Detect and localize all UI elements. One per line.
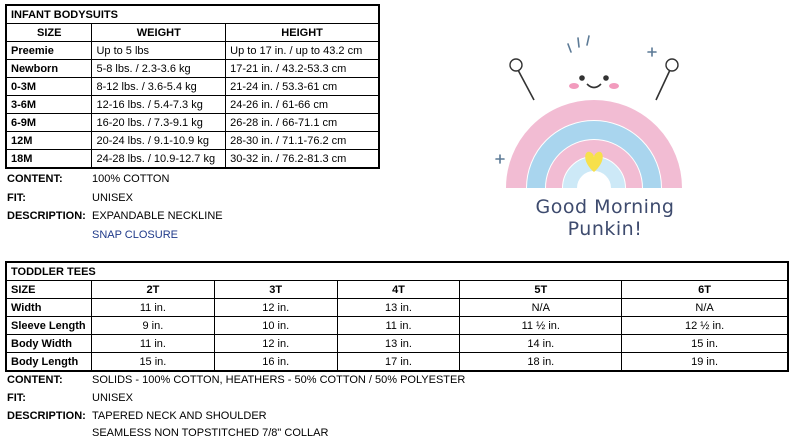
value-cell: 17 in. [337, 353, 460, 372]
weight-cell: 5-8 lbs. / 2.3-3.6 kg [92, 60, 226, 78]
value-cell: 11 in. [92, 335, 215, 353]
height-cell: 24-26 in. / 61-66 cm [226, 96, 379, 114]
toddler-size-table [5, 261, 789, 372]
weight-cell: 16-20 lbs. / 7.3-9.1 kg [92, 114, 226, 132]
toddler-header-5t: 5T [460, 281, 622, 299]
table-row [6, 96, 379, 114]
spec-label: FIT: [7, 192, 26, 204]
height-cell: 30-32 in. / 76.2-81.3 cm [226, 150, 379, 169]
size-cell: Newborn [6, 60, 92, 78]
spec-value: 100% COTTON [92, 173, 170, 185]
spec-label: FIT: [7, 392, 26, 404]
value-cell: 12 in. [214, 299, 337, 317]
toddler-header-4t: 4T [337, 281, 460, 299]
value-cell: 15 in. [92, 353, 215, 372]
height-cell: 17-21 in. / 43.2-53.3 cm [226, 60, 379, 78]
value-cell: 14 in. [460, 335, 622, 353]
toddler-header-3t: 3T [214, 281, 337, 299]
height-cell: 21-24 in. / 53.3-61 cm [226, 78, 379, 96]
value-cell: N/A [460, 299, 622, 317]
table-row [6, 353, 788, 372]
spec-value: SOLIDS - 100% COTTON, HEATHERS - 50% COTTON / 50% POLYESTER [92, 374, 466, 386]
toddler-table-title: TODDLER TEES [6, 262, 788, 281]
value-cell: 11 in. [92, 299, 215, 317]
size-cell: 6-9M [6, 114, 92, 132]
value-cell: 12 in. [214, 335, 337, 353]
table-row [6, 114, 379, 132]
toddler-description-extra: SEAMLESS NON TOPSTITCHED 7/8" COLLAR [92, 427, 329, 439]
value-cell: 11 ½ in. [460, 317, 622, 335]
infant-description-extra: SNAP CLOSURE [92, 229, 178, 241]
toddler-header-2t: 2T [92, 281, 215, 299]
weight-cell: 20-24 lbs. / 9.1-10.9 kg [92, 132, 226, 150]
toddler-content-line [7, 372, 465, 389]
value-cell: N/A [622, 299, 788, 317]
value-cell: 10 in. [214, 317, 337, 335]
value-cell: 9 in. [92, 317, 215, 335]
table-row [6, 150, 379, 169]
height-cell: 26-28 in. / 66-71.1 cm [226, 114, 379, 132]
infant-header-weight: WEIGHT [92, 24, 226, 42]
table-row [6, 78, 379, 96]
toddler-header-size: SIZE [6, 281, 92, 299]
size-cell: 0-3M [6, 78, 92, 96]
table-row [6, 60, 379, 78]
spec-value: EXPANDABLE NECKLINE [92, 210, 223, 222]
size-cell: 3-6M [6, 96, 92, 114]
infant-size-table [5, 4, 380, 169]
spec-label: CONTENT: [7, 374, 63, 386]
height-cell: Up to 17 in. / up to 43.2 cm [226, 42, 379, 60]
value-cell: 13 in. [337, 299, 460, 317]
height-cell: 28-30 in. / 71.1-76.2 cm [226, 132, 379, 150]
spec-label: CONTENT: [7, 173, 63, 185]
value-cell: 12 ½ in. [622, 317, 788, 335]
spec-value: TAPERED NECK AND SHOULDER [92, 410, 267, 422]
measure-cell: Width [6, 299, 92, 317]
infant-header-size: SIZE [6, 24, 92, 42]
size-cell: Preemie [6, 42, 92, 60]
infant-description-line [7, 208, 223, 225]
infant-fit-line [7, 190, 133, 207]
infant-content-line [7, 171, 169, 188]
toddler-header-6t: 6T [622, 281, 788, 299]
value-cell: 19 in. [622, 353, 788, 372]
weight-cell: Up to 5 lbs [92, 42, 226, 60]
infant-table-title: INFANT BODYSUITS [6, 5, 379, 24]
table-row [6, 317, 788, 335]
spec-value: UNISEX [92, 192, 133, 204]
weight-cell: 8-12 lbs. / 3.6-5.4 kg [92, 78, 226, 96]
value-cell: 18 in. [460, 353, 622, 372]
measure-cell: Body Width [6, 335, 92, 353]
value-cell: 16 in. [214, 353, 337, 372]
value-cell: 11 in. [337, 317, 460, 335]
spec-value: UNISEX [92, 392, 133, 404]
tagline-text: Good Morning Punkin! [535, 196, 675, 240]
measure-cell: Body Length [6, 353, 92, 372]
spec-label: DESCRIPTION: [7, 410, 86, 422]
value-cell: 15 in. [622, 335, 788, 353]
value-cell: 13 in. [337, 335, 460, 353]
measure-cell: Sleeve Length [6, 317, 92, 335]
table-row [6, 335, 788, 353]
infant-header-height: HEIGHT [226, 24, 379, 42]
size-cell: 12M [6, 132, 92, 150]
table-row [6, 132, 379, 150]
spec-label: DESCRIPTION: [7, 210, 86, 222]
table-row [6, 299, 788, 317]
toddler-description-line [7, 408, 267, 425]
table-row [6, 42, 379, 60]
toddler-fit-line [7, 390, 133, 407]
weight-cell: 12-16 lbs. / 5.4-7.3 kg [92, 96, 226, 114]
size-cell: 18M [6, 150, 92, 169]
weight-cell: 24-28 lbs. / 10.9-12.7 kg [92, 150, 226, 169]
